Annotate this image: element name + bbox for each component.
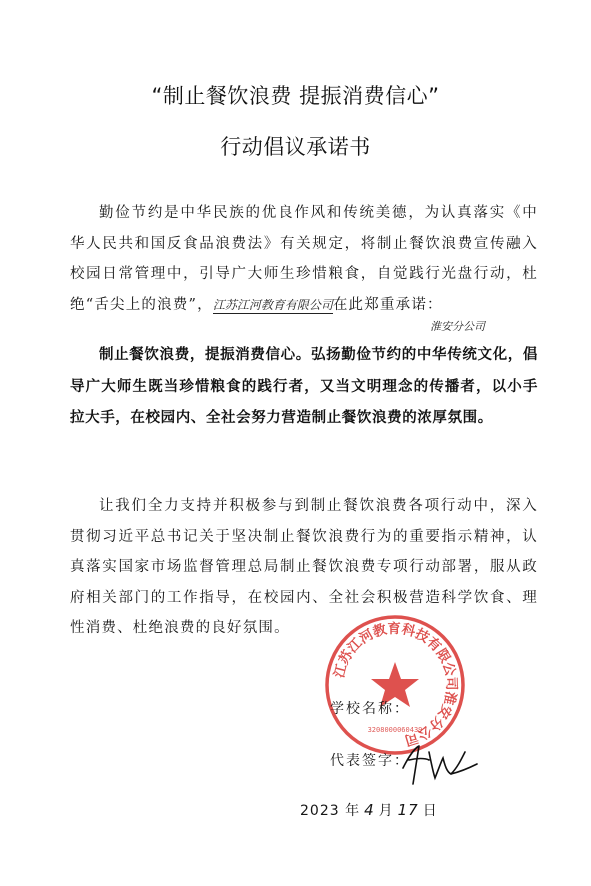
signing-date <box>300 800 438 820</box>
handwritten-signature <box>395 738 480 790</box>
paragraph-commitment: 制止餐饮浪费，提振消费信心。弘扬勤俭节约的中华传统文化，倡导广大师生既当珍惜粮食的践行者，又当文明理念的传播者，以小手拉大手，在校园内、全社会努力营造制止餐饮浪费的浓厚氛围。 <box>70 347 538 426</box>
handwritten-company-name: 江苏江河教育有限公司 <box>212 297 333 312</box>
representative-signature-label: 代表签字： <box>330 753 410 769</box>
date-day-label: 日 <box>422 803 438 819</box>
seal-ring-text: 江苏江河教育科技有限公司淮安分公司 <box>331 620 460 749</box>
date-day-handwritten: 17 <box>397 801 419 819</box>
document-subtitle: 行动倡议承诺书 <box>220 135 371 159</box>
date-month-label: 月 <box>378 803 394 819</box>
paragraph-action: 让我们全力支持并积极参与到制止餐饮浪费各项行动中，深入贯彻习近平总书记关于坚决制止餐饮浪费行为的重要指示精神，认真落实国家市场监督管理总局制止餐饮浪费专项行动部署，服从政府相关部门的工作指导，在校园内、全社会积极营造科学饮食、理性消费、杜绝浪费的良好氛围。 <box>70 498 538 636</box>
intro-text: 勤俭节约是中华民族的优良作风和传统美德，为认真落实《中华人民共和国反食品浪费法》有关规定，将制止餐饮浪费宣传融入校园日常管理中，引导广大师生珍惜粮食，自觉践行光盘行动，杜绝“舌尖上的浪费”， <box>70 205 538 313</box>
intro-tail: 在此郑重承诺： <box>332 296 443 313</box>
school-name-label: 学校名称： <box>330 701 410 717</box>
date-month-handwritten: 4 <box>364 801 375 819</box>
document-title: “制止餐饮浪费 提振消费信心” <box>151 84 440 108</box>
svg-text:3208000060439: 3208000060439 <box>367 726 423 734</box>
paragraph-intro <box>70 198 538 320</box>
handwritten-branch-name: 淮安分公司 <box>430 320 485 333</box>
date-year: 2023 年 <box>300 803 361 819</box>
